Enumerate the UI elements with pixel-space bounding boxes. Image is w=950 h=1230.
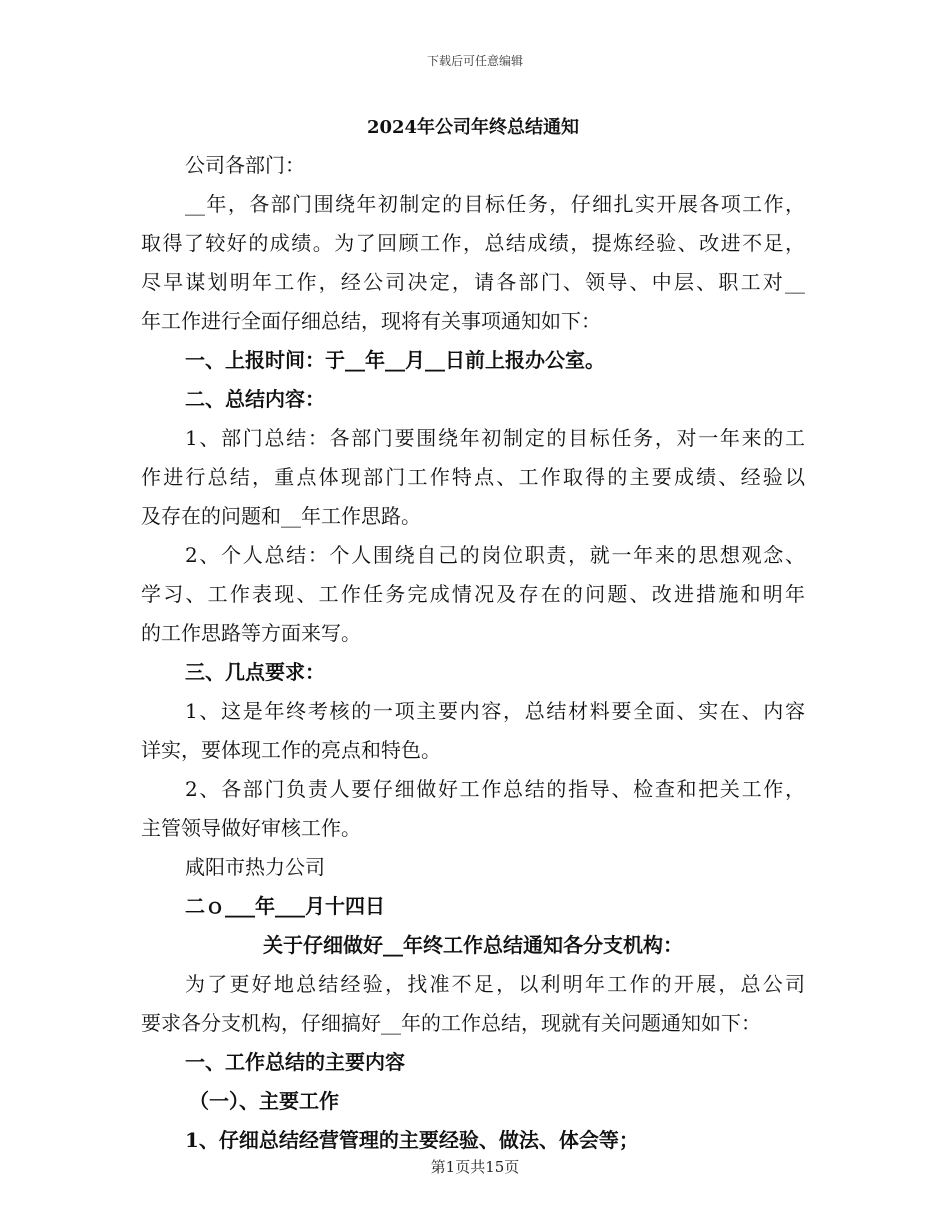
paragraph-line: 学习、工作表现、工作任务完成情况及存在的问题、改进措施和明年 — [141, 582, 805, 606]
section-heading: 二、总结内容： — [185, 387, 325, 411]
paragraph-line: 2、各部门负责人要仔细做好工作总结的指导、检查和把关工作， — [185, 777, 805, 801]
paragraph-line: __年，各部门围绕年初制定的目标任务，仔细扎实开展各项工作， — [185, 192, 805, 216]
paragraph-line: 详实，要体现工作的亮点和特色。 — [141, 738, 441, 762]
paragraph-line: 取得了较好的成绩。为了回顾工作，总结成绩，提炼经验、改进不足， — [141, 231, 805, 255]
item-heading: 1、仔细总结经营管理的主要经验、做法、体会等； — [185, 1128, 639, 1152]
header-note: 下载后可任意编辑 — [426, 54, 523, 68]
section-heading: 一、上报时间：于__年__月__日前上报办公室。 — [185, 348, 605, 372]
signature-org: 咸阳市热力公司 — [185, 855, 325, 879]
paragraph-line: 2、个人总结：个人围绕自己的岗位职责，就一年来的思想观念、 — [185, 543, 805, 567]
paragraph-line: 要求各分支机构，仔细搞好__年的工作总结，现就有关问题通知如下： — [141, 1011, 761, 1035]
paragraph-line: 作进行总结，重点体现部门工作特点、工作取得的主要成绩、经验以 — [141, 465, 805, 489]
document-body — [141, 110, 805, 1160]
document-title: 2024年公司年终总结通知 — [366, 117, 580, 138]
paragraph-line: 及存在的问题和__年工作思路。 — [141, 504, 421, 528]
paragraph-line: 主管领导做好审核工作。 — [141, 816, 361, 840]
paragraph-line: 1、部门总结：各部门要围绕年初制定的目标任务，对一年来的工 — [185, 426, 805, 450]
section-heading: 一、工作总结的主要内容 — [185, 1050, 405, 1074]
paragraph-line: 的工作思路等方面来写。 — [141, 621, 361, 645]
paragraph-line: 年工作进行全面仔细总结，现将有关事项通知如下： — [141, 309, 601, 333]
subsection-heading: （一）、主要工作 — [189, 1089, 339, 1113]
page-footer: 第1页共15页 — [430, 1158, 520, 1176]
paragraph-line: 为了更好地总结经验，找准不足，以利明年工作的开展，总公司 — [185, 972, 805, 996]
paragraph-line: 尽早谋划明年工作，经公司决定，请各部门、领导、中层、职工对__ — [141, 270, 805, 294]
section-heading: 三、几点要求： — [185, 660, 325, 684]
second-notice-title: 关于仔细做好__年终工作总结通知各分支机构： — [263, 933, 683, 957]
salutation: 公司各部门： — [185, 153, 305, 177]
paragraph-line: 1、这是年终考核的一项主要内容，总结材料要全面、实在、内容 — [185, 699, 805, 723]
signature-date: 二ｏ___年___月十四日 — [185, 894, 385, 918]
